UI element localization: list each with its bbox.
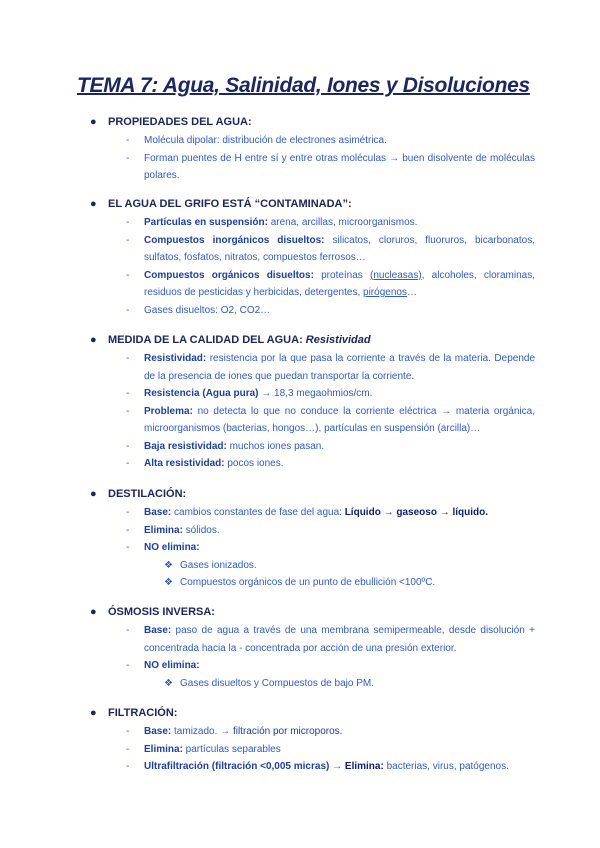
dash-icon: -	[126, 524, 130, 536]
list-item: - Base: paso de agua a través de una membrana semipermeable, desde disolución + concentrada hacia la - concentrada por acción de una presión exterior.	[90, 622, 535, 657]
page-title: TEMA 7: Agua, Salinidad, Iones y Disoluciones	[77, 74, 530, 97]
dash-icon: -	[126, 405, 130, 417]
dash-icon: -	[126, 388, 130, 399]
list-item: - Problema: no detecta lo que no conduce la corriente eléctrica → materia orgánica, microorganismos (bacterias, hongos…), partículas en suspensión (arcilla)…	[90, 403, 535, 438]
dash-icon: -	[126, 234, 130, 246]
dash-icon: -	[126, 440, 130, 452]
sub-list-item: ❖ Compuestos orgánicos de un punto de ebullición <100ºC.	[90, 574, 535, 592]
list-item: - Compuestos inorgánicos disueltos: silicatos, cloruros, fluoruros, bicarbonatos, sulfatos, fosfatos, nitratos, compuestos ferrosos…	[90, 232, 535, 267]
bullet-icon: ●	[90, 606, 97, 618]
section-heading: ● DESTILACIÓN:	[90, 488, 187, 500]
bullet-icon: ●	[90, 707, 97, 719]
list-item: - NO elimina:	[90, 539, 535, 557]
section-calidad-agua	[90, 332, 535, 473]
list-item: - Elimina: sólidos.	[90, 522, 535, 540]
list-item: - NO elimina:	[90, 657, 535, 675]
dash-icon: -	[126, 726, 130, 737]
diamond-bullet-icon: ❖	[164, 577, 173, 588]
list-item: - Forman puentes de H entre sí y entre otras moléculas → buen disolvente de moléculas polares.	[90, 150, 535, 185]
dash-icon: -	[126, 353, 130, 364]
diamond-bullet-icon: ❖	[164, 559, 173, 571]
section-osmosis-inversa	[90, 604, 535, 692]
dash-icon: -	[126, 507, 130, 518]
link-pirogenos[interactable]: pirógenos	[363, 287, 407, 298]
bullet-icon: ●	[90, 116, 97, 128]
dash-icon: -	[126, 743, 130, 755]
section-propiedades	[90, 114, 535, 185]
list-item: - Alta resistividad: pocos iones.	[90, 455, 535, 473]
section-filtracion	[90, 705, 535, 776]
section-heading: ● ÓSMOSIS INVERSA:	[90, 606, 215, 618]
dash-icon: -	[126, 660, 130, 671]
item-list	[90, 622, 535, 675]
item-list	[90, 132, 535, 185]
list-item: - Compuestos orgánicos disueltos: proteínas (nucleasas), alcoholes, cloraminas, residuos de pesticidas y herbicidas, detergentes, pirógenos…	[90, 267, 535, 302]
section-agua-grifo	[90, 196, 535, 319]
dash-icon: -	[126, 542, 130, 553]
diamond-bullet-icon: ❖	[164, 677, 173, 689]
section-heading: ● PROPIEDADES DEL AGUA:	[90, 116, 252, 128]
list-item: - Base: cambios constantes de fase del agua: Líquido → gaseoso → líquido.	[90, 504, 535, 522]
section-heading: ● MEDIDA DE LA CALIDAD DEL AGUA: Resistividad	[90, 334, 371, 346]
section-destilacion	[90, 486, 535, 592]
dash-icon: -	[126, 458, 130, 469]
item-list	[90, 723, 535, 776]
dash-icon: -	[126, 152, 130, 164]
section-heading: ● FILTRACIÓN:	[90, 707, 178, 719]
list-item: - Molécula dipolar: distribución de electrones asimétrica.	[90, 132, 535, 150]
sub-list	[90, 557, 535, 592]
dash-icon: -	[126, 761, 130, 772]
link-nucleasas[interactable]: (nucleasas)	[370, 269, 422, 281]
list-item: - Gases disueltos: O2, CO2…	[90, 302, 535, 320]
dash-icon: -	[126, 625, 130, 636]
dash-icon: -	[126, 135, 130, 146]
list-item: - Ultrafiltración (filtración <0,005 micras) → Elimina: bacterias, virus, patógenos.	[90, 758, 535, 776]
list-item: - Resistencia (Agua pura) → 18,3 megaohmios/cm.	[90, 385, 535, 403]
dash-icon: -	[126, 269, 130, 281]
list-item: - Partículas en suspensión: arena, arcillas, microorganismos.	[90, 214, 535, 232]
section-heading: ● EL AGUA DEL GRIFO ESTÁ “CONTAMINADA”:	[90, 198, 352, 210]
item-list	[90, 214, 535, 319]
dash-icon: -	[126, 217, 130, 228]
dash-icon: -	[126, 304, 130, 316]
item-list	[90, 350, 535, 473]
list-item: - Baja resistividad: muchos iones pasan.	[90, 438, 535, 456]
sub-list-item: ❖ Gases disueltos y Compuestos de bajo PM.	[90, 675, 535, 693]
bullet-icon: ●	[90, 334, 97, 346]
list-item: - Elimina: partículas separables	[90, 741, 535, 759]
sub-list-item: ❖ Gases ionizados.	[90, 557, 535, 575]
list-item: - Base: tamizado. → filtración por microporos.	[90, 723, 535, 741]
bullet-icon: ●	[90, 488, 97, 500]
sub-list	[90, 675, 535, 693]
item-list	[90, 504, 535, 557]
list-item: - Resistividad: resistencia por la que pasa la corriente a través de la materia. Depende de la presencia de iones que puedan transportar la corriente.	[90, 350, 535, 385]
bullet-icon: ●	[90, 198, 97, 210]
